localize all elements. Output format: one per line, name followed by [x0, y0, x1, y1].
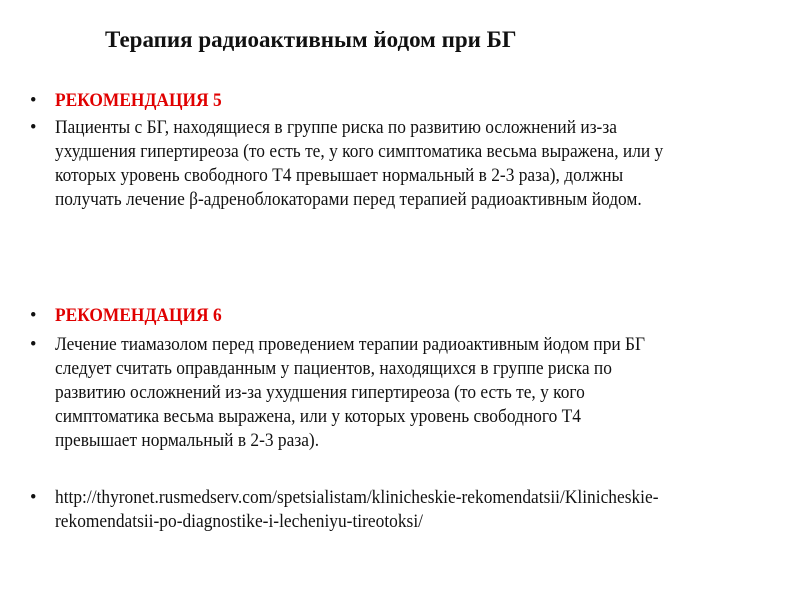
rec6-heading: РЕКОМЕНДАЦИЯ 6	[55, 306, 222, 326]
text-line: следует считать оправданным у пациентов, находящихся в группе риска по	[55, 359, 612, 379]
source-item	[30, 486, 697, 534]
bullet-icon: •	[30, 335, 37, 355]
rec5-heading: РЕКОМЕНДАЦИЯ 5	[55, 91, 222, 111]
rec5-body	[55, 116, 663, 212]
url-line[interactable]: http://thyronet.rusmedserv.com/spetsialistam/klinicheskie-rekomendatsii/Klinicheskie-	[55, 488, 659, 508]
url-line[interactable]: rekomendatsii-po-diagnostike-i-lecheniyu-tireotoksi/	[55, 512, 423, 532]
source-link[interactable]	[55, 486, 659, 534]
rec6-heading-item	[30, 304, 232, 328]
slide-title: Терапия радиоактивным йодом при БГ	[105, 27, 517, 52]
bullet-icon: •	[30, 118, 37, 138]
text-line: развитию осложнений из-за ухудшения гипертиреоза (то есть те, у кого	[55, 383, 585, 403]
rec5-body-item	[30, 116, 702, 212]
text-line: Лечение тиамазолом перед проведением терапии радиоактивным йодом при БГ	[55, 335, 646, 355]
rec5-heading-item	[30, 89, 232, 113]
bullet-icon: •	[30, 306, 37, 326]
bullet-icon: •	[30, 91, 37, 111]
text-line: получать лечение β-адреноблокаторами перед терапией радиоактивным йодом.	[55, 190, 642, 210]
text-line: превышает нормальный в 2-3 раза).	[55, 431, 320, 451]
text-line: которых уровень свободного Т4 превышает нормальный в 2-3 раза), должны	[55, 166, 624, 186]
text-line: симптоматика весьма выражена, или у которых уровень свободного Т4	[55, 407, 581, 427]
bullet-icon: •	[30, 488, 37, 508]
text-line: Пациенты с БГ, находящиеся в группе риска по развитию осложнений из-за	[55, 118, 617, 138]
rec6-body-item	[30, 333, 683, 453]
rec6-body	[55, 333, 645, 453]
text-line: ухудшения гипертиреоза (то есть те, у кого симптоматика весьма выражена, или у	[55, 142, 664, 162]
